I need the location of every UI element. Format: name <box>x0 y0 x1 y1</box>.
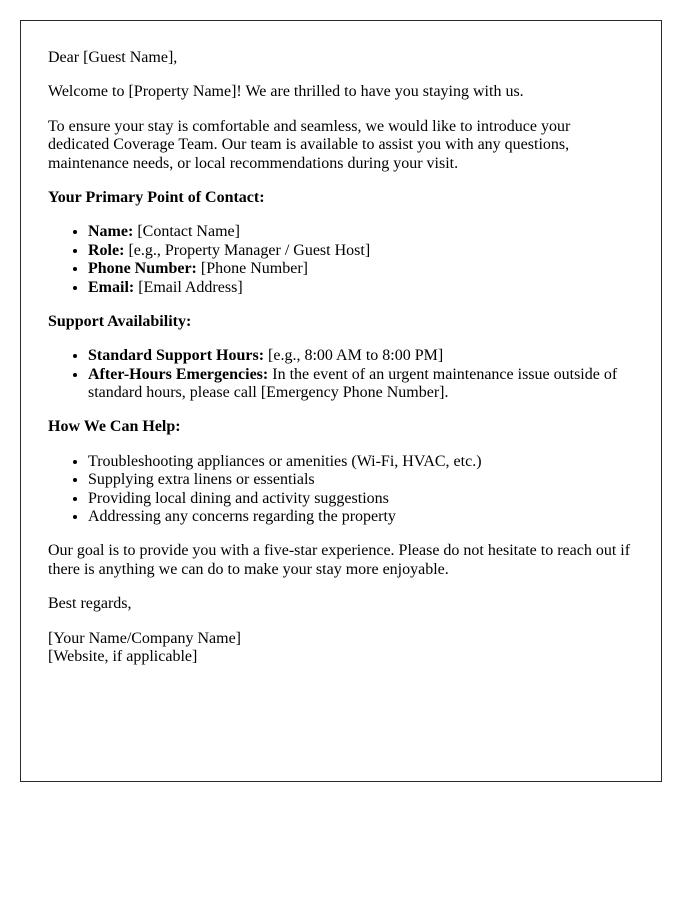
contact-item-email <box>88 279 634 297</box>
item-label: Role: <box>88 241 125 259</box>
item-text: [Contact Name] <box>133 223 240 241</box>
contact-item-role <box>88 242 634 260</box>
help-item-concerns <box>88 508 634 526</box>
item-label: After-Hours Emergencies: <box>88 365 269 383</box>
coverage-team-paragraph: To ensure your stay is comfortable and seamless, we would like to introduce your dedicated Coverage Team. Our team is available to assist you with any questions, maintenance needs, or local recommendations during your visit. <box>48 117 571 172</box>
salutation: Dear [Guest Name], <box>48 49 178 66</box>
item-text: [Email Address] <box>134 278 243 296</box>
item-text: [e.g., 8:00 AM to 8:00 PM] <box>264 347 444 365</box>
item-label: Phone Number: <box>88 260 197 278</box>
letter-document <box>20 20 662 782</box>
availability-item-standard-hours <box>88 347 634 365</box>
signature-name: [Your Name/Company Name] <box>48 629 242 647</box>
item-text: Troubleshooting appliances or amenities (Wi-Fi, HVAC, etc.) <box>88 452 482 470</box>
closing-paragraph: Our goal is to provide you with a five-star experience. Please do not hesitate to reach out if there is anything we can do to make your stay more enjoyable. <box>48 542 631 578</box>
signature-website: [Website, if applicable] <box>48 647 198 665</box>
item-text: [Phone Number] <box>196 260 308 278</box>
help-section-heading: How We Can Help: <box>48 418 181 436</box>
help-item-dining <box>88 490 634 508</box>
contact-section-heading: Your Primary Point of Contact: <box>48 188 265 206</box>
item-label: Standard Support Hours: <box>88 347 265 365</box>
help-list <box>48 453 634 527</box>
contact-list <box>48 223 634 297</box>
item-text: [e.g., Property Manager / Guest Host] <box>124 241 371 259</box>
item-text: Addressing any concerns regarding the property <box>88 508 396 526</box>
help-item-troubleshooting <box>88 453 634 471</box>
item-text: Providing local dining and activity suggestions <box>88 489 389 507</box>
intro-paragraph: Welcome to [Property Name]! We are thrilled to have you staying with us. <box>48 83 524 101</box>
signoff: Best regards, <box>48 595 132 613</box>
availability-item-after-hours <box>88 366 634 403</box>
signature-block <box>48 630 634 667</box>
availability-list <box>48 347 634 402</box>
item-label: Email: <box>88 278 135 296</box>
item-text: In the event of an urgent maintenance issue outside of standard hours, please call [Emergency Phone Number]. <box>88 365 618 402</box>
availability-section-heading: Support Availability: <box>48 312 192 330</box>
help-item-linens <box>88 471 634 489</box>
item-label: Name: <box>88 223 134 241</box>
item-text: Supplying extra linens or essentials <box>88 471 315 489</box>
contact-item-phone <box>88 260 634 278</box>
contact-item-name <box>88 223 634 241</box>
